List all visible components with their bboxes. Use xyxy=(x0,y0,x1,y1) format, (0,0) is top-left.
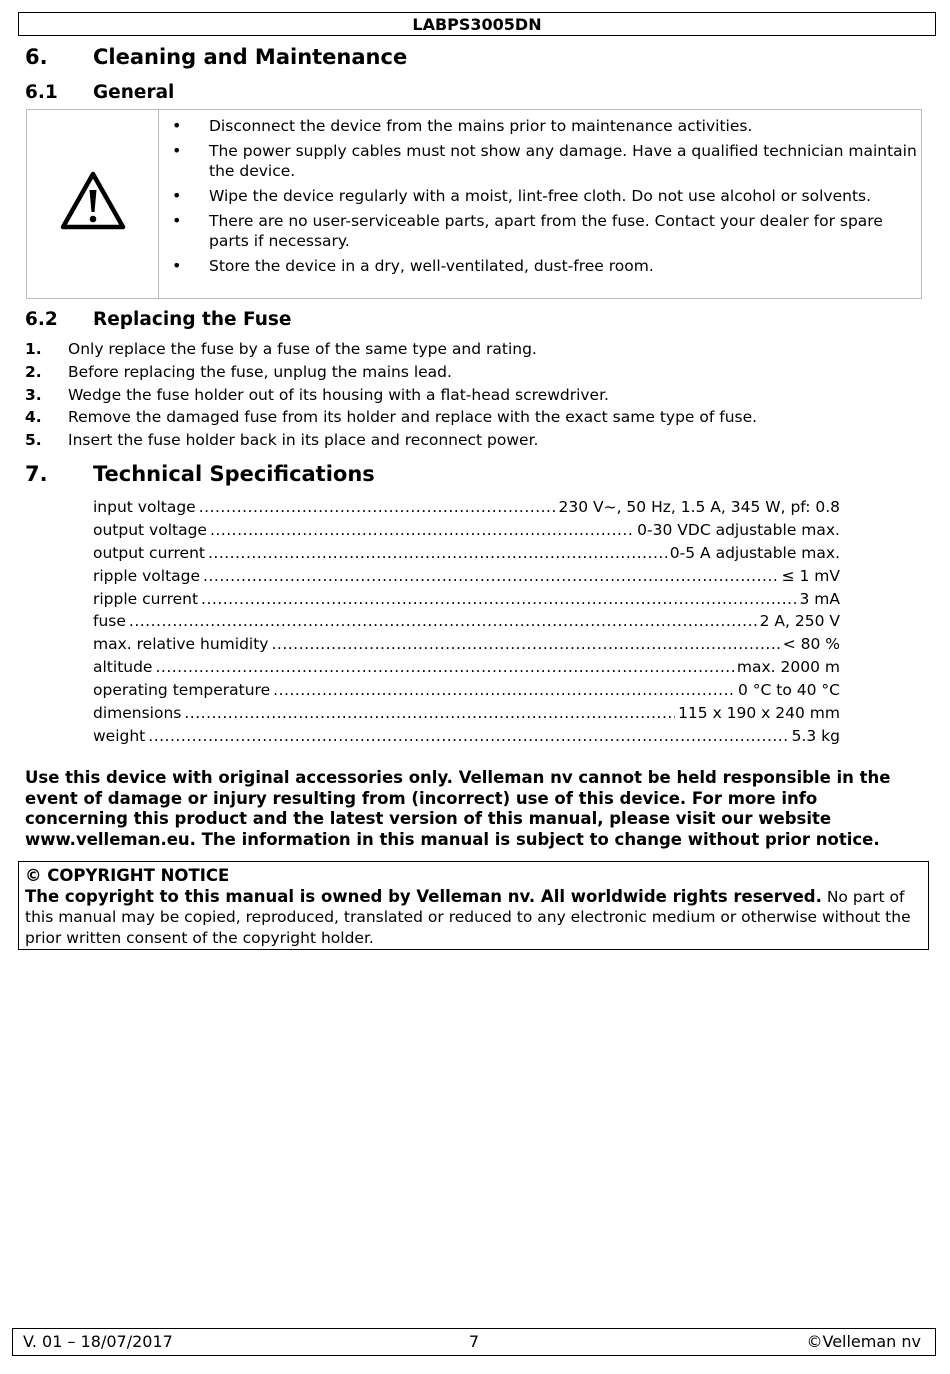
step-text: Only replace the fuse by a fuse of the same type and rating. xyxy=(68,340,537,358)
dot-leader xyxy=(148,725,788,748)
spec-row xyxy=(93,702,840,725)
list-item xyxy=(25,338,905,361)
general-maintenance-table xyxy=(26,109,922,299)
spec-row xyxy=(93,588,840,611)
spec-label: dimensions xyxy=(93,704,182,723)
step-number: 2. xyxy=(25,362,42,381)
spec-label: input voltage xyxy=(93,498,196,516)
copyright-title: © COPYRIGHT NOTICE xyxy=(25,866,230,885)
spec-label: operating temperature xyxy=(93,681,271,700)
document-header xyxy=(18,12,936,36)
page-number: 7 xyxy=(468,1332,480,1351)
section-number: 7. xyxy=(25,462,48,486)
company-name: ©Velleman nv xyxy=(806,1332,921,1351)
spec-value: 0-30 VDC adjustable max. xyxy=(637,520,840,539)
warning-triangle-icon xyxy=(60,170,126,230)
subsection-number: 6.1 xyxy=(25,82,58,103)
section-title: Technical Specifications xyxy=(93,462,375,486)
fuse-replacement-steps xyxy=(25,338,905,452)
dot-leader xyxy=(273,679,735,702)
spec-label: fuse xyxy=(93,612,126,631)
spec-value: < 80 % xyxy=(782,635,840,654)
list-item: • There are no user-serviceable parts, apart from the fuse. Contact your dealer for spare parts if necessary. xyxy=(172,211,917,251)
spec-row xyxy=(93,633,840,656)
step-text: Remove the damaged fuse from its holder and replace with the exact same type of fuse. xyxy=(68,408,758,427)
spec-label: altitude xyxy=(93,658,153,677)
spec-value: 3 mA xyxy=(799,589,840,608)
spec-row xyxy=(93,519,840,542)
dot-leader xyxy=(184,702,675,725)
spec-label: weight xyxy=(93,726,146,745)
section-6-1-heading xyxy=(25,82,174,103)
copyright-notice xyxy=(18,861,929,950)
spec-row xyxy=(93,565,840,588)
list-item xyxy=(25,384,905,407)
section-title: Cleaning and Maintenance xyxy=(93,45,408,69)
list-item: • Store the device in a dry, well-ventilated, dust-free room. xyxy=(172,256,917,276)
dot-leader xyxy=(203,565,779,588)
document-footer xyxy=(12,1328,936,1356)
list-item xyxy=(25,361,905,384)
spec-value: 2 A, 250 V xyxy=(759,612,840,631)
copyright-normal-text: No part of this manual may be copied, reproduced, translated or reduced to any electronic medium or otherwise without the prior written consent of the copyright holder. xyxy=(25,887,911,947)
spec-label: output current xyxy=(93,543,205,562)
section-7-heading xyxy=(25,462,375,486)
dot-leader xyxy=(155,656,733,679)
copyright-text xyxy=(25,887,922,949)
spec-label: max. relative humidity xyxy=(93,635,269,654)
list-item: • The power supply cables must not show any damage. Have a qualified technician maintain the device. xyxy=(172,141,917,181)
list-item xyxy=(25,429,905,452)
spec-row xyxy=(93,679,840,702)
spec-value: 0-5 A adjustable max. xyxy=(669,543,840,562)
list-item: • Wipe the device regularly with a moist, lint-free cloth. Do not use alcohol or solvents. xyxy=(172,186,917,206)
section-number: 6. xyxy=(25,45,48,69)
spec-row xyxy=(93,542,840,565)
model-number: LABPS3005DN xyxy=(412,15,542,34)
list-item xyxy=(25,406,905,429)
technical-specifications-list xyxy=(93,496,840,748)
dot-leader xyxy=(271,633,779,656)
section-6-heading xyxy=(25,45,407,69)
dot-leader xyxy=(129,610,757,633)
spec-value: 115 x 190 x 240 mm xyxy=(678,704,840,723)
spec-label: ripple current xyxy=(93,589,199,608)
spec-row xyxy=(93,496,840,519)
step-number: 5. xyxy=(25,431,42,450)
spec-value: max. 2000 m xyxy=(736,658,840,677)
dot-leader xyxy=(201,588,796,611)
dot-leader xyxy=(210,519,634,542)
version-date: V. 01 – 18/07/2017 xyxy=(23,1332,173,1351)
spec-row xyxy=(93,656,840,679)
step-text: Insert the fuse holder back in its place and reconnect power. xyxy=(68,431,539,450)
subsection-title: Replacing the Fuse xyxy=(93,309,292,330)
dot-leader xyxy=(199,496,556,519)
step-number: 3. xyxy=(25,385,42,404)
subsection-title: General xyxy=(93,82,175,103)
step-number: 1. xyxy=(25,340,42,358)
subsection-number: 6.2 xyxy=(25,309,58,330)
disclaimer-paragraph: Use this device with original accessories only. Velleman nv cannot be held responsible in the event of damage or injury resulting from (incorrect) use of this device. For more info concerning this product and the latest version of this manual, please visit our website www.velleman.eu. The information in this manual is subject to change without prior notice. xyxy=(25,768,891,849)
spec-value: 230 V~, 50 Hz, 1.5 A, 345 W, pf: 0.8 xyxy=(558,498,840,516)
step-text: Before replacing the fuse, unplug the mains lead. xyxy=(68,362,452,381)
spec-label: ripple voltage xyxy=(93,566,201,585)
maintenance-bullet-list xyxy=(172,116,917,281)
spec-row xyxy=(93,725,840,748)
spec-label: output voltage xyxy=(93,520,207,539)
warning-cell xyxy=(27,110,159,298)
spec-value: ≤ 1 mV xyxy=(781,566,840,585)
list-item: • Disconnect the device from the mains prior to maintenance activities. xyxy=(172,116,917,136)
dot-leader xyxy=(208,542,667,565)
section-6-2-heading xyxy=(25,309,291,330)
step-number: 4. xyxy=(25,408,42,427)
copyright-bold-text: The copyright to this manual is owned by Velleman nv. All worldwide rights reserved. xyxy=(25,886,822,906)
spec-value: 0 °C to 40 °C xyxy=(738,681,840,700)
spec-value: 5.3 kg xyxy=(791,726,840,745)
spec-row xyxy=(93,610,840,633)
step-text: Wedge the fuse holder out of its housing with a flat-head screwdriver. xyxy=(68,385,609,404)
